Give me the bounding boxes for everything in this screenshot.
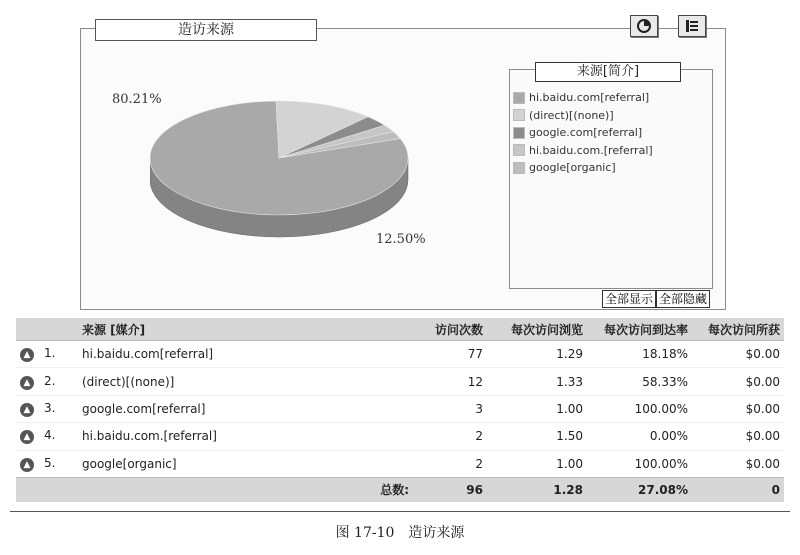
row-rate: 100.00%: [634, 456, 688, 471]
row-rank: 5.: [44, 455, 56, 470]
row-pages: 1.33: [556, 374, 583, 389]
row-rate: 18.18%: [642, 347, 688, 362]
row-pages: 1.00: [556, 456, 583, 471]
table-row: [16, 450, 784, 477]
row-visits: 3: [475, 401, 483, 416]
row-rate: 58.33%: [642, 374, 688, 389]
pie-chart-icon: [635, 18, 653, 34]
legend-item[interactable]: [513, 107, 653, 125]
row-visits: 12: [467, 374, 483, 389]
totals-label: 总数:: [78, 477, 413, 502]
pie-chart-button[interactable]: [630, 15, 658, 37]
row-value: $0.00: [745, 374, 780, 389]
table-view-icon: [683, 18, 701, 34]
figure-caption: 图 17-10 造访来源: [335, 525, 465, 541]
legend-label: hi.baidu.com[referral]: [529, 91, 650, 105]
legend-swatch: [513, 92, 525, 104]
row-expand-icon[interactable]: ▲: [20, 458, 34, 472]
table-row: [16, 423, 784, 450]
legend-swatch: [513, 144, 525, 156]
table-row: [16, 395, 784, 422]
table-row: [16, 368, 784, 395]
header-visits[interactable]: 访问次数: [413, 318, 487, 341]
row-expand-icon[interactable]: ▲: [20, 403, 34, 417]
row-expand-icon[interactable]: ▲: [20, 348, 34, 362]
header-rate-per-visit[interactable]: 每次访问到达率: [587, 318, 692, 341]
legend-label: google[organic]: [529, 161, 616, 175]
row-expand-icon[interactable]: ▲: [20, 430, 34, 444]
totals-rate: 27.08%: [587, 477, 692, 502]
legend-swatch: [513, 162, 525, 174]
row-visits: 77: [467, 347, 483, 362]
legend-buttons: [602, 290, 710, 308]
row-rate: 0.00%: [649, 429, 688, 444]
row-lead: [16, 341, 78, 368]
row-value: $0.00: [745, 347, 780, 362]
hide-all-button[interactable]: 全部隐藏: [656, 290, 710, 308]
row-source[interactable]: google.com[referral]: [82, 401, 206, 416]
row-rank: 4.: [44, 428, 56, 443]
legend-item[interactable]: [513, 142, 653, 160]
totals-spacer: [16, 477, 78, 502]
pie-label-bottom: 12.50%: [376, 232, 426, 247]
row-rank: 3.: [44, 400, 56, 415]
row-value: $0.00: [745, 401, 780, 416]
chart-title: 造访来源: [95, 19, 317, 41]
row-lead: [16, 450, 78, 477]
row-rank: 1.: [44, 346, 56, 361]
row-lead: [16, 395, 78, 422]
row-source[interactable]: hi.baidu.com.[referral]: [82, 429, 217, 444]
table-row: [16, 341, 784, 368]
legend-label: hi.baidu.com.[referral]: [529, 143, 653, 157]
totals-value: 0: [692, 477, 784, 502]
header-source[interactable]: 来源 [媒介]: [78, 318, 413, 341]
pie-label-top: 80.21%: [112, 92, 162, 107]
table-view-button[interactable]: [678, 15, 706, 37]
header-spacer: [16, 318, 78, 341]
legend-label: google.com[referral]: [529, 126, 643, 140]
row-rate: 100.00%: [634, 401, 688, 416]
header-pages-per-visit[interactable]: 每次访问浏览: [487, 318, 587, 341]
row-source[interactable]: google[organic]: [82, 456, 177, 471]
row-value: $0.00: [745, 429, 780, 444]
row-value: $0.00: [745, 456, 780, 471]
legend-list: [513, 89, 653, 177]
legend-swatch: [513, 109, 525, 121]
row-lead: [16, 423, 78, 450]
row-visits: 2: [475, 456, 483, 471]
show-all-button[interactable]: 全部显示: [602, 290, 656, 308]
row-expand-icon[interactable]: ▲: [20, 376, 34, 390]
row-visits: 2: [475, 429, 483, 444]
totals-row: [16, 477, 784, 502]
legend-title: 来源[简介]: [535, 62, 681, 82]
legend-item[interactable]: [513, 159, 653, 177]
row-pages: 1.50: [556, 429, 583, 444]
data-table: [16, 318, 784, 502]
legend-item[interactable]: [513, 124, 653, 142]
header-value-per-visit[interactable]: 每次访问所获: [692, 318, 784, 341]
legend-item[interactable]: [513, 89, 653, 107]
bottom-rule: [10, 511, 790, 512]
legend-label: (direct)[(none)]: [529, 108, 614, 122]
row-rank: 2.: [44, 373, 56, 388]
totals-pages: 1.28: [487, 477, 587, 502]
legend-swatch: [513, 127, 525, 139]
row-lead: [16, 368, 78, 395]
row-source[interactable]: hi.baidu.com[referral]: [82, 347, 214, 362]
row-pages: 1.29: [556, 347, 583, 362]
table-header-row: [16, 318, 784, 341]
row-source[interactable]: (direct)[(none)]: [82, 374, 175, 389]
totals-visits: 96: [413, 477, 487, 502]
row-pages: 1.00: [556, 401, 583, 416]
